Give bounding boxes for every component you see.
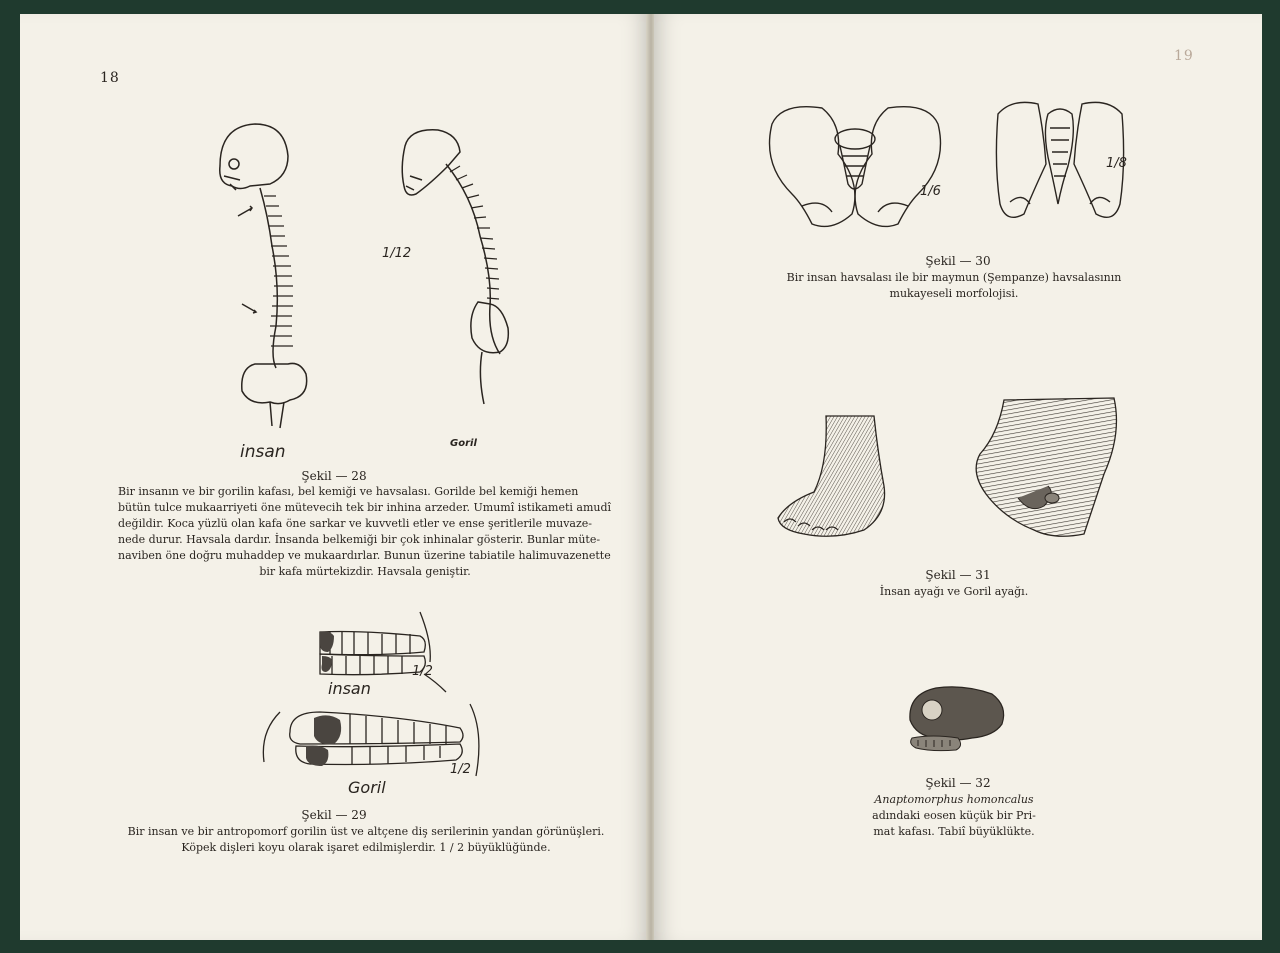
fig29-caption: [116, 824, 616, 856]
fig30-scale-left: 1/6: [920, 184, 941, 199]
fig29-scale-bottom: 1/2: [450, 762, 471, 777]
fig29-title: Şekil — 29: [301, 808, 367, 822]
fig28-caption-line: bir kafa mürtekizdir. Havsala geniştir.: [259, 565, 471, 578]
fig32-title: Şekil — 32: [925, 776, 991, 790]
fig30-caption-line: Bir insan havsalası ile bir maymun (Şempanze) havsalasının: [786, 271, 1122, 284]
page-number: 19: [1174, 48, 1194, 64]
left-page: [20, 14, 648, 940]
fig31-title: Şekil — 31: [925, 568, 991, 582]
fig30-scale-right: 1/8: [1106, 156, 1127, 171]
fig32-caption: [844, 792, 1064, 840]
fig28-caption-line: bütün tulce mukaarriyeti öne mütevecih tek bir inhina arzeder. Umumî istikameti amudî: [118, 501, 612, 514]
fig28-caption-line: naviben öne doğru muhaddep ve mukaardırlar. Bunun üzerine tabiatile halimuvazenette: [118, 549, 611, 562]
fig29-scale-top: 1/2: [412, 664, 433, 679]
fig28-scale: 1/12: [382, 246, 412, 261]
fig28-title: Şekil — 28: [301, 469, 367, 483]
fig32-caption-line: Anaptomorphus homoncalus: [874, 793, 1034, 806]
fig28-caption-line: nede durur. Havsala dardır. İnsanda belkemiği bir çok inhinalar gösterir. Bunlar müte-: [118, 533, 601, 546]
fig28-caption: [118, 484, 612, 580]
fig29-label-human: insan: [328, 679, 371, 698]
fig30-caption: [764, 270, 1144, 302]
fig29-caption-line: Köpek dişleri koyu olarak işaret edilmişlerdir. 1 / 2 büyüklüğünde.: [181, 841, 551, 854]
fig28-label-gorilla: Goril: [450, 438, 477, 449]
figure-32-illustration: [902, 680, 1012, 756]
fig31-caption: [774, 584, 1134, 600]
fig28-caption-line: Bir insanın ve bir gorilin kafası, bel kemiği ve havsalası. Gorilde bel kemiği hemen: [118, 485, 579, 498]
fig32-caption-line: adındaki eosen küçük bir Pri-: [872, 809, 1036, 822]
figure-31-illustration: [774, 394, 1134, 544]
fig32-caption-line: mat kafası. Tabiî büyüklükte.: [873, 825, 1035, 838]
figure-30-illustration: [762, 94, 1142, 244]
fig28-caption-line: değildir. Koca yüzlü olan kafa öne sarkar ve kuvvetli etler ve ense şeritlerile muvaze-: [118, 517, 592, 530]
fig29-label-gorilla: Goril: [348, 778, 386, 797]
fig31-caption-line: İnsan ayağı ve Goril ayağı.: [879, 585, 1029, 598]
fig30-caption-line: mukayeseli morfolojisi.: [889, 287, 1019, 300]
fig29-caption-line: Bir insan ve bir antropomorf gorilin üst ve altçene diş serilerinin yandan görünüşleri.: [127, 825, 605, 838]
right-page: [654, 14, 1262, 940]
fig30-title: Şekil — 30: [925, 254, 991, 268]
fig28-label-human: insan: [240, 442, 286, 462]
figure-28-illustration: [210, 106, 510, 436]
page-number: 18: [100, 70, 120, 86]
